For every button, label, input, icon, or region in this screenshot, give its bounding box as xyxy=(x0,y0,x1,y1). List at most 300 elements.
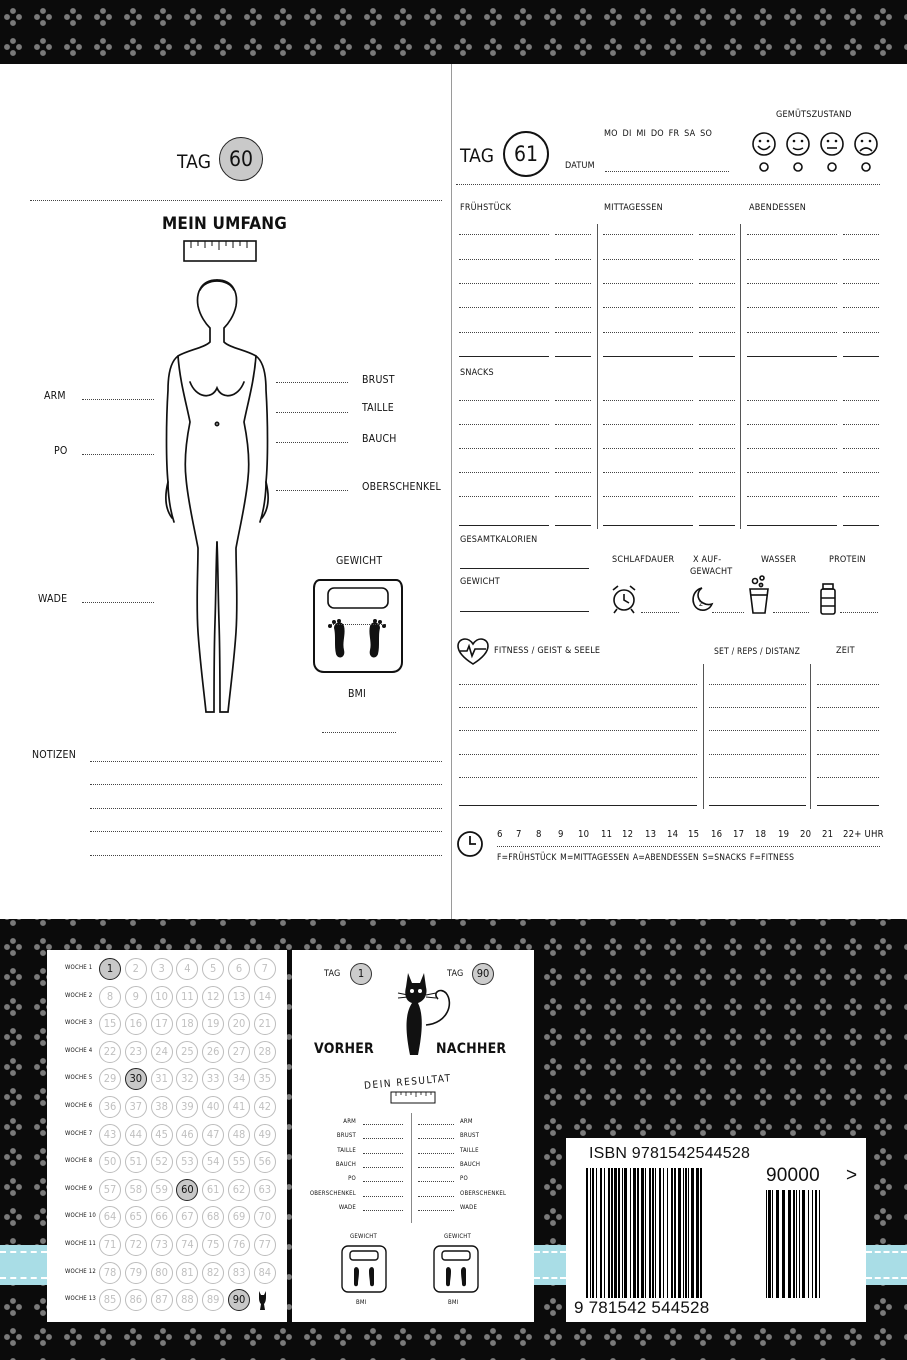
meal-total-line[interactable] xyxy=(459,356,549,357)
meal-entry-line[interactable] xyxy=(747,259,837,260)
day-circle[interactable]: 76 xyxy=(228,1234,250,1256)
day-circle[interactable]: 57 xyxy=(99,1179,121,1201)
week-label: WOCHE 8 xyxy=(65,1157,93,1165)
woke-input-line[interactable] xyxy=(712,612,744,613)
day-circle[interactable]: 5 xyxy=(202,958,224,980)
after-measure-label: TAILLE xyxy=(460,1146,479,1154)
calorie-entry-line[interactable] xyxy=(843,448,879,449)
hour-label: 21 xyxy=(822,829,834,840)
fitness-entry-line[interactable] xyxy=(817,730,879,731)
day-circle[interactable]: 24 xyxy=(151,1041,173,1063)
barcode-bar xyxy=(812,1190,813,1298)
moon-icon xyxy=(684,584,714,614)
meal-total-line[interactable] xyxy=(747,525,837,526)
meal-column-divider xyxy=(740,224,741,529)
tag-end-badge: 90 xyxy=(472,963,494,985)
calorie-total-line[interactable] xyxy=(555,525,591,526)
day-circle[interactable]: 88 xyxy=(176,1289,198,1311)
week-label: WOCHE 2 xyxy=(65,991,93,999)
day-circle[interactable]: 70 xyxy=(254,1206,276,1228)
day-circle[interactable]: 31 xyxy=(151,1068,173,1090)
calorie-entry-line[interactable] xyxy=(843,259,879,260)
calorie-entry-line[interactable] xyxy=(555,448,591,449)
calorie-entry-line[interactable] xyxy=(699,400,735,401)
measuring-tape-icon xyxy=(390,1091,436,1105)
meal-entry-line[interactable] xyxy=(459,283,549,284)
week-label: WOCHE 3 xyxy=(65,1019,93,1027)
calorie-entry-line[interactable] xyxy=(699,307,735,308)
before-measure-line[interactable] xyxy=(363,1153,403,1154)
barcode-bar xyxy=(649,1168,651,1298)
calorie-entry-line[interactable] xyxy=(699,424,735,425)
fitness-entry-line[interactable] xyxy=(459,707,697,708)
after-measure-line[interactable] xyxy=(418,1196,454,1197)
fitness-entry-line[interactable] xyxy=(817,754,879,755)
barcode-bar xyxy=(766,1190,767,1298)
calorie-entry-line[interactable] xyxy=(699,332,735,333)
protein-input-line[interactable] xyxy=(840,612,878,613)
day-circle[interactable]: 75 xyxy=(202,1234,224,1256)
calorie-total-line[interactable] xyxy=(843,356,879,357)
day-circle[interactable]: 41 xyxy=(228,1096,250,1118)
fitness-entry-line[interactable] xyxy=(817,707,879,708)
meal-entry-line[interactable] xyxy=(747,400,837,401)
meal-entry-line[interactable] xyxy=(747,283,837,284)
day-circle[interactable]: 66 xyxy=(151,1206,173,1228)
day-circle[interactable]: 83 xyxy=(228,1262,250,1284)
meal-entry-line[interactable] xyxy=(747,424,837,425)
day-circle[interactable]: 85 xyxy=(99,1289,121,1311)
day-circle[interactable]: 50 xyxy=(99,1151,121,1173)
day-circle[interactable]: 79 xyxy=(125,1262,147,1284)
meal-entry-line[interactable] xyxy=(603,496,693,497)
barcode-bar xyxy=(645,1168,646,1298)
meal-entry-line[interactable] xyxy=(747,448,837,449)
day-circle[interactable]: 15 xyxy=(99,1013,121,1035)
scale-icon xyxy=(340,1244,388,1294)
result-title: DEIN RESULTAT xyxy=(363,1073,453,1092)
calorie-entry-line[interactable] xyxy=(555,400,591,401)
day-circle[interactable]: 16 xyxy=(125,1013,147,1035)
fitness-entry-line[interactable] xyxy=(459,754,697,755)
wade-input-line[interactable] xyxy=(82,602,154,603)
day-circle[interactable]: 38 xyxy=(151,1096,173,1118)
before-measure-line[interactable] xyxy=(363,1124,403,1125)
week-label: WOCHE 5 xyxy=(65,1074,93,1082)
day-circle[interactable]: 60 xyxy=(176,1179,198,1201)
meal-total-line[interactable] xyxy=(459,525,549,526)
day-circle[interactable]: 18 xyxy=(176,1013,198,1035)
day-circle[interactable]: 86 xyxy=(125,1289,147,1311)
day-circle[interactable]: 64 xyxy=(99,1206,121,1228)
tag-number-badge: 60 xyxy=(219,137,263,181)
notes-line[interactable] xyxy=(90,808,442,809)
day-circle[interactable]: 30 xyxy=(125,1068,147,1090)
bauch-input-line[interactable] xyxy=(276,442,348,443)
cat-icon xyxy=(256,1289,268,1311)
day-circle[interactable]: 27 xyxy=(228,1041,250,1063)
day-circle[interactable]: 49 xyxy=(254,1124,276,1146)
before-measure-line[interactable] xyxy=(363,1196,403,1197)
meal-entry-line[interactable] xyxy=(459,307,549,308)
calories-input-line[interactable] xyxy=(460,568,589,569)
weekdays[interactable]: MO DI MI DO FR SA SO xyxy=(604,129,713,139)
day-circle[interactable]: 52 xyxy=(151,1151,173,1173)
ribbon-middle xyxy=(534,1245,566,1285)
day-circle[interactable]: 37 xyxy=(125,1096,147,1118)
day-circle[interactable]: 4 xyxy=(176,958,198,980)
hour-label: 15 xyxy=(688,829,700,840)
before-bmi-label: BMI xyxy=(356,1299,367,1306)
calorie-entry-line[interactable] xyxy=(699,472,735,473)
day-circle[interactable]: 35 xyxy=(254,1068,276,1090)
sleep-input-line[interactable] xyxy=(641,612,679,613)
day-circle[interactable]: 19 xyxy=(202,1013,224,1035)
day-circle[interactable]: 84 xyxy=(254,1262,276,1284)
alarm-clock-icon xyxy=(609,584,639,614)
calorie-entry-line[interactable] xyxy=(843,472,879,473)
before-measure-label: OBERSCHENKEL xyxy=(309,1189,356,1197)
calorie-entry-line[interactable] xyxy=(555,283,591,284)
after-weight-label: GEWICHT xyxy=(444,1233,472,1240)
timeline-legend: F=FRÜHSTÜCK M=MITTAGESSEN A=ABENDESSEN S=SNACKS F=FITNESS xyxy=(497,853,795,863)
day-circle[interactable]: 71 xyxy=(99,1234,121,1256)
day-circle[interactable]: 1 xyxy=(99,958,121,980)
barcode-bar xyxy=(604,1168,605,1298)
day-circle[interactable]: 42 xyxy=(254,1096,276,1118)
barcode-bar xyxy=(663,1168,664,1298)
calorie-total-line[interactable] xyxy=(843,525,879,526)
day-circle[interactable]: 59 xyxy=(151,1179,173,1201)
meal-entry-line[interactable] xyxy=(603,332,693,333)
before-measure-label: BRUST xyxy=(336,1132,356,1140)
hour-label: 7 xyxy=(516,829,522,840)
fitness-column-divider xyxy=(810,664,811,809)
before-measure-line[interactable] xyxy=(363,1167,403,1168)
day-circle[interactable]: 45 xyxy=(151,1124,173,1146)
barcode-bar xyxy=(819,1190,820,1298)
day-circle[interactable]: 90 xyxy=(228,1289,250,1311)
weight-label: GEWICHT xyxy=(336,555,383,567)
day-circle[interactable]: 69 xyxy=(228,1206,250,1228)
barcode-bar xyxy=(768,1190,771,1298)
before-measure-label: ARM xyxy=(343,1118,356,1125)
day-circle[interactable]: 39 xyxy=(176,1096,198,1118)
weight-input-line[interactable] xyxy=(330,624,386,625)
brust-input-line[interactable] xyxy=(276,382,348,383)
day-circle[interactable]: 17 xyxy=(151,1013,173,1035)
after-measure-line[interactable] xyxy=(418,1167,454,1168)
fitness-entry-line[interactable] xyxy=(459,777,697,778)
calorie-entry-line[interactable] xyxy=(555,472,591,473)
calorie-entry-line[interactable] xyxy=(699,283,735,284)
after-measure-line[interactable] xyxy=(418,1138,454,1139)
hour-label: 10 xyxy=(578,829,590,840)
day-circle[interactable]: 54 xyxy=(202,1151,224,1173)
barcode-bar xyxy=(590,1168,591,1298)
day-circle[interactable]: 73 xyxy=(151,1234,173,1256)
day-circle[interactable]: 34 xyxy=(228,1068,250,1090)
day-circle[interactable]: 48 xyxy=(228,1124,250,1146)
day-circle[interactable]: 29 xyxy=(99,1068,121,1090)
date-input-line[interactable] xyxy=(605,171,729,172)
day-circle[interactable]: 78 xyxy=(99,1262,121,1284)
notes-line[interactable] xyxy=(90,784,442,785)
meal-entry-line[interactable] xyxy=(459,424,549,425)
day-circle[interactable]: 12 xyxy=(202,986,224,1008)
calorie-entry-line[interactable] xyxy=(699,259,735,260)
day-circle[interactable]: 74 xyxy=(176,1234,198,1256)
meal-entry-line[interactable] xyxy=(459,472,549,473)
measure-label-arm: ARM xyxy=(44,390,66,402)
meal-total-line[interactable] xyxy=(747,356,837,357)
calorie-entry-line[interactable] xyxy=(843,283,879,284)
day-circle[interactable]: 82 xyxy=(202,1262,224,1284)
barcode-bar xyxy=(802,1190,805,1298)
day-circle[interactable]: 32 xyxy=(176,1068,198,1090)
barcode-bar xyxy=(788,1190,791,1298)
calorie-entry-line[interactable] xyxy=(843,332,879,333)
day-circle[interactable]: 89 xyxy=(202,1289,224,1311)
bmi-input-line[interactable] xyxy=(322,732,396,733)
day-circle[interactable]: 3 xyxy=(151,958,173,980)
day-circle[interactable]: 40 xyxy=(202,1096,224,1118)
day-circle[interactable]: 2 xyxy=(125,958,147,980)
fitness-entry-line[interactable] xyxy=(459,730,697,731)
week-label: WOCHE 6 xyxy=(65,1102,93,1109)
day-circle[interactable]: 81 xyxy=(176,1262,198,1284)
meal-column-divider xyxy=(597,224,598,529)
before-measure-label: TAILLE xyxy=(337,1146,356,1154)
timeline-track[interactable] xyxy=(497,846,880,847)
snacks-label: SNACKS xyxy=(460,368,494,378)
after-measure-line[interactable] xyxy=(418,1124,454,1125)
day-circle[interactable]: 67 xyxy=(176,1206,198,1228)
meal-entry-line[interactable] xyxy=(603,472,693,473)
day-circle[interactable]: 28 xyxy=(254,1041,276,1063)
barcode-bar xyxy=(808,1190,809,1298)
tag-label: TAG xyxy=(460,145,495,167)
day-circle[interactable]: 55 xyxy=(228,1151,250,1173)
barcode-bar xyxy=(678,1168,681,1298)
notes-label: NOTIZEN xyxy=(32,749,76,761)
meal-entry-line[interactable] xyxy=(603,448,693,449)
meal-entry-line[interactable] xyxy=(603,307,693,308)
week-label: WOCHE 11 xyxy=(65,1240,97,1247)
notes-line[interactable] xyxy=(90,831,442,832)
barcode-bar xyxy=(596,1168,597,1298)
fitness-total-line[interactable] xyxy=(709,805,806,806)
measure-label-brust: BRUST xyxy=(362,374,395,386)
day-circle[interactable]: 62 xyxy=(228,1179,250,1201)
fitness-entry-line[interactable] xyxy=(709,684,806,685)
calorie-total-line[interactable] xyxy=(555,356,591,357)
day-circle[interactable]: 46 xyxy=(176,1124,198,1146)
before-measure-line[interactable] xyxy=(363,1210,403,1211)
day-circle[interactable]: 72 xyxy=(125,1234,147,1256)
fitness-total-line[interactable] xyxy=(817,805,879,806)
day-circle[interactable]: 65 xyxy=(125,1206,147,1228)
day-circle[interactable]: 9 xyxy=(125,986,147,1008)
water-input-line[interactable] xyxy=(773,612,809,613)
fitness-entry-line[interactable] xyxy=(459,684,697,685)
fitness-entry-line[interactable] xyxy=(709,777,806,778)
day-circle[interactable]: 10 xyxy=(151,986,173,1008)
meal-total-line[interactable] xyxy=(603,525,693,526)
body-figure-icon xyxy=(160,272,275,722)
calorie-total-line[interactable] xyxy=(699,525,735,526)
meal-entry-line[interactable] xyxy=(459,234,549,235)
day-circle[interactable]: 8 xyxy=(99,986,121,1008)
day-circle[interactable]: 47 xyxy=(202,1124,224,1146)
svg-text:z: z xyxy=(699,599,703,608)
calorie-entry-line[interactable] xyxy=(843,424,879,425)
notes-line[interactable] xyxy=(90,855,442,856)
measure-label-oberschenkel: OBERSCHENKEL xyxy=(362,481,442,493)
meal-entry-line[interactable] xyxy=(603,259,693,260)
meal-total-line[interactable] xyxy=(603,356,693,357)
day-circle[interactable]: 25 xyxy=(176,1041,198,1063)
day-circle[interactable]: 80 xyxy=(151,1262,173,1284)
day-circle[interactable]: 14 xyxy=(254,986,276,1008)
day-circle[interactable]: 6 xyxy=(228,958,250,980)
po-input-line[interactable] xyxy=(82,454,154,455)
calorie-entry-line[interactable] xyxy=(555,307,591,308)
day-circle[interactable]: 61 xyxy=(202,1179,224,1201)
meal-entry-line[interactable] xyxy=(747,332,837,333)
meal-entry-line[interactable] xyxy=(603,283,693,284)
measure-label-taille: TAILLE xyxy=(362,402,394,414)
day-circle[interactable]: 13 xyxy=(228,986,250,1008)
day-circle[interactable]: 23 xyxy=(125,1041,147,1063)
mood-label: GEMÜTSZUSTAND xyxy=(776,110,852,120)
fitness-entry-line[interactable] xyxy=(817,777,879,778)
meal-entry-line[interactable] xyxy=(747,496,837,497)
meal-entry-line[interactable] xyxy=(747,307,837,308)
barcode-bar xyxy=(637,1168,639,1298)
day-circle[interactable]: 51 xyxy=(125,1151,147,1173)
day-circle[interactable]: 43 xyxy=(99,1124,121,1146)
before-measure-line[interactable] xyxy=(363,1138,403,1139)
day-circle[interactable]: 56 xyxy=(254,1151,276,1173)
barcode-bar xyxy=(633,1168,636,1298)
mood-faces[interactable] xyxy=(750,131,880,173)
calorie-entry-line[interactable] xyxy=(843,234,879,235)
day-circle[interactable]: 20 xyxy=(228,1013,250,1035)
fitness-entry-line[interactable] xyxy=(709,730,806,731)
calorie-entry-line[interactable] xyxy=(843,307,879,308)
day-circle[interactable]: 36 xyxy=(99,1096,121,1118)
barcode-bar xyxy=(630,1168,631,1298)
calorie-total-line[interactable] xyxy=(699,356,735,357)
day-circle[interactable]: 77 xyxy=(254,1234,276,1256)
meal-entry-line[interactable] xyxy=(603,234,693,235)
calorie-entry-line[interactable] xyxy=(843,400,879,401)
measure-label-bauch: BAUCH xyxy=(362,433,397,445)
water-glass-icon xyxy=(747,575,771,615)
meal-entry-line[interactable] xyxy=(603,400,693,401)
fitness-entry-line[interactable] xyxy=(817,684,879,685)
fitness-entry-line[interactable] xyxy=(709,707,806,708)
fitness-total-line[interactable] xyxy=(459,805,697,806)
after-measure-label: BRUST xyxy=(460,1132,480,1140)
sleep-label: SCHLAFDAUER xyxy=(612,555,675,565)
calorie-entry-line[interactable] xyxy=(699,234,735,235)
day-circle[interactable]: 53 xyxy=(176,1151,198,1173)
meal-entry-line[interactable] xyxy=(459,400,549,401)
after-measure-line[interactable] xyxy=(418,1181,454,1182)
day-circle[interactable]: 22 xyxy=(99,1041,121,1063)
before-weight-label: GEWICHT xyxy=(350,1233,378,1240)
fitness-entry-line[interactable] xyxy=(709,754,806,755)
day-circle[interactable]: 87 xyxy=(151,1289,173,1311)
calorie-entry-line[interactable] xyxy=(555,332,591,333)
scale-icon xyxy=(312,576,404,674)
calorie-entry-line[interactable] xyxy=(699,448,735,449)
scale-icon xyxy=(432,1244,480,1294)
hour-label: 22+ UHR xyxy=(843,829,884,840)
before-measure-label: WADE xyxy=(338,1203,356,1211)
taille-input-line[interactable] xyxy=(276,412,348,413)
measure-label-po: PO xyxy=(54,445,68,457)
calorie-entry-line[interactable] xyxy=(699,496,735,497)
tag-number-badge: 61 xyxy=(503,131,549,177)
arm-input-line[interactable] xyxy=(82,399,154,400)
meal-entry-line[interactable] xyxy=(459,496,549,497)
oberschenkel-input-line[interactable] xyxy=(276,490,348,491)
calorie-entry-line[interactable] xyxy=(555,259,591,260)
calorie-entry-line[interactable] xyxy=(555,496,591,497)
day-circle[interactable]: 11 xyxy=(176,986,198,1008)
barcode-bar xyxy=(611,1168,613,1298)
meal-entry-line[interactable] xyxy=(459,332,549,333)
day-circle[interactable]: 63 xyxy=(254,1179,276,1201)
meal-entry-line[interactable] xyxy=(459,259,549,260)
tag-start-label: TAG xyxy=(324,969,341,979)
after-measure-line[interactable] xyxy=(418,1153,454,1154)
page-title: MEIN UMFANG xyxy=(162,214,288,234)
day-circle[interactable]: 33 xyxy=(202,1068,224,1090)
header-rule xyxy=(456,184,880,185)
meal-entry-line[interactable] xyxy=(459,448,549,449)
weight-input-line[interactable] xyxy=(460,611,589,612)
price-arrow: > xyxy=(846,1165,858,1186)
day-circle[interactable]: 7 xyxy=(254,958,276,980)
day-circle[interactable]: 21 xyxy=(254,1013,276,1035)
notes-line[interactable] xyxy=(90,761,442,762)
hour-label: 18 xyxy=(755,829,767,840)
before-measure-line[interactable] xyxy=(363,1181,403,1182)
day-circle[interactable]: 58 xyxy=(125,1179,147,1201)
calorie-entry-line[interactable] xyxy=(555,234,591,235)
calorie-entry-line[interactable] xyxy=(843,496,879,497)
meal-entry-line[interactable] xyxy=(603,424,693,425)
day-circle[interactable]: 44 xyxy=(125,1124,147,1146)
time-label: ZEIT xyxy=(836,646,855,656)
barcode-bar xyxy=(592,1168,594,1298)
meal-entry-line[interactable] xyxy=(747,472,837,473)
barcode-bar xyxy=(688,1168,689,1298)
after-measure-label: BAUCH xyxy=(460,1160,481,1168)
day-circle[interactable]: 26 xyxy=(202,1041,224,1063)
day-circle[interactable]: 68 xyxy=(202,1206,224,1228)
barcode-bar xyxy=(683,1168,684,1298)
week-label: WOCHE 13 xyxy=(65,1295,97,1303)
after-measure-line[interactable] xyxy=(418,1210,454,1211)
calorie-entry-line[interactable] xyxy=(555,424,591,425)
barcode-bar xyxy=(685,1168,687,1298)
meal-entry-line[interactable] xyxy=(747,234,837,235)
